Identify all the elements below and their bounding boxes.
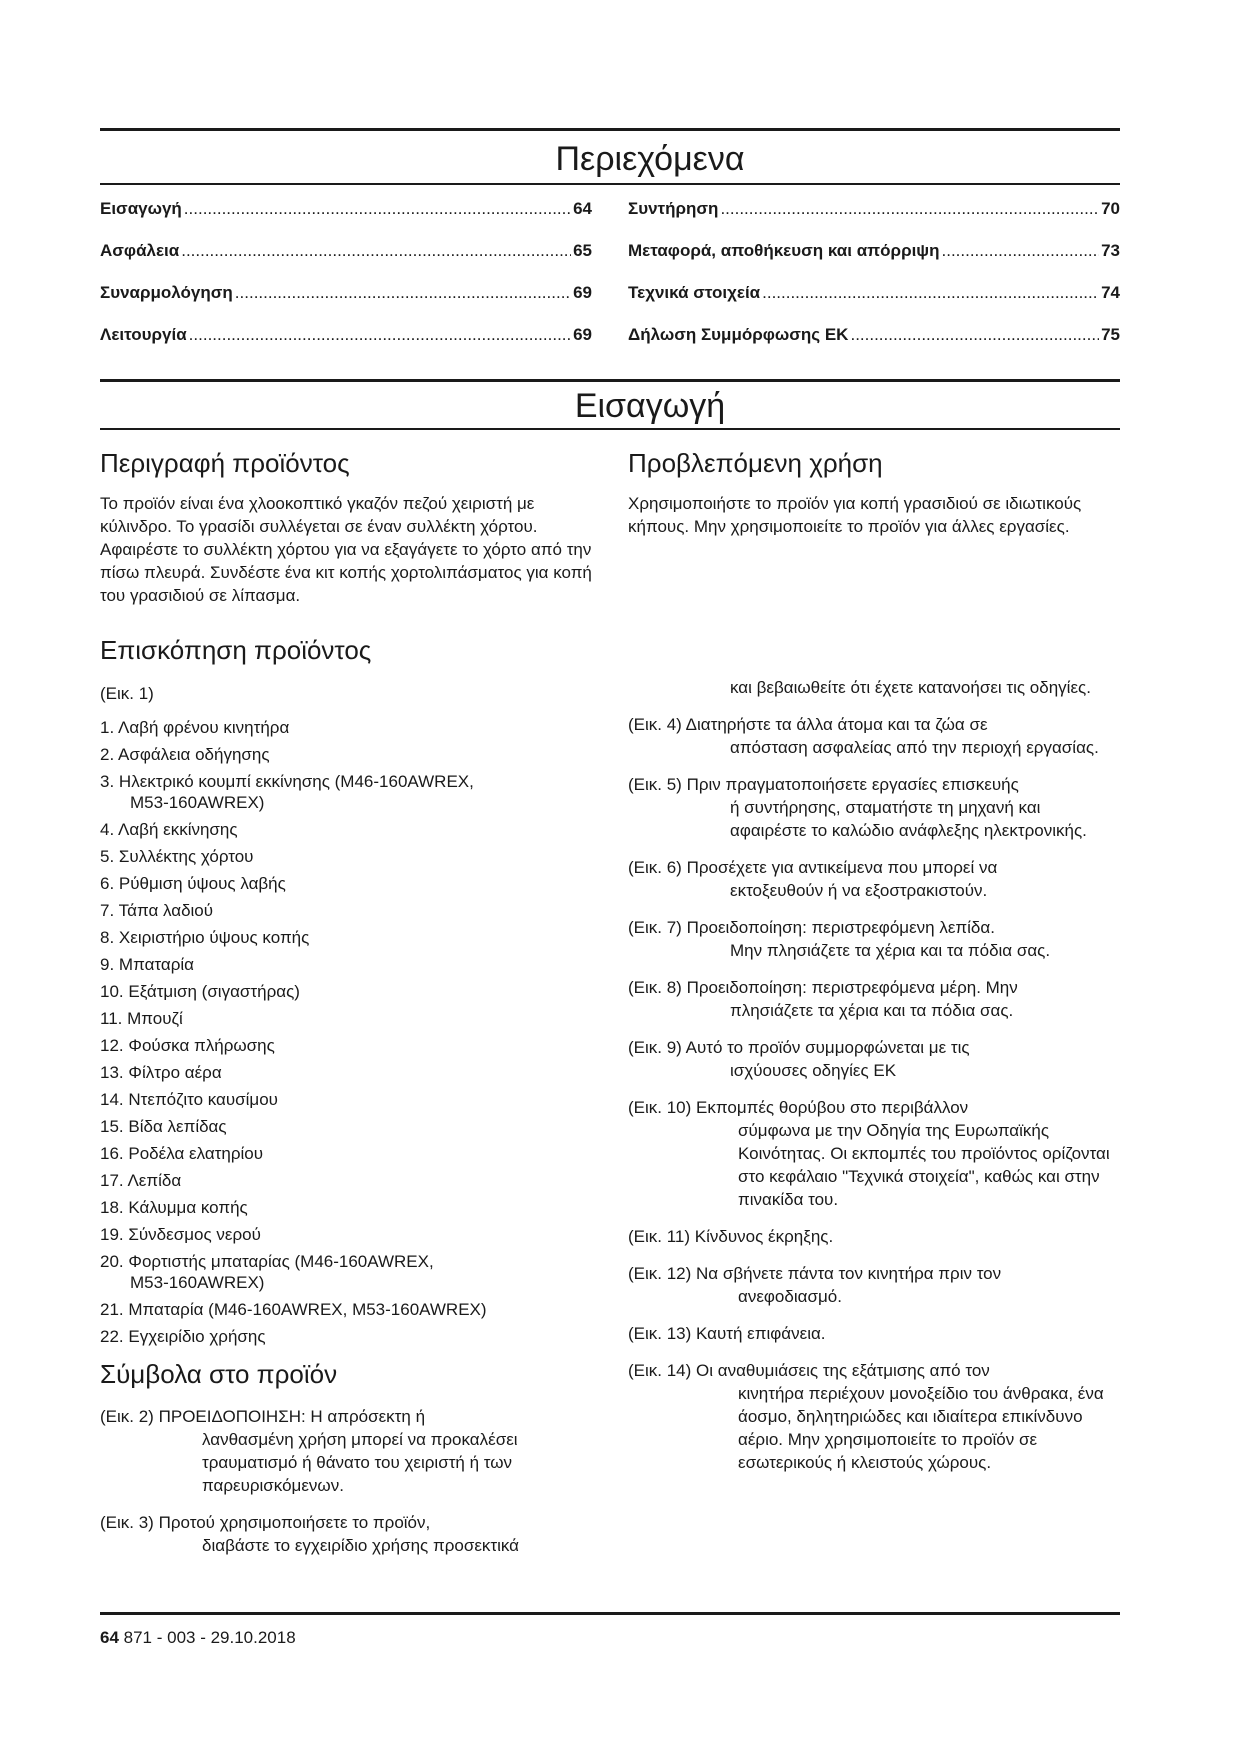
left-column <box>100 446 592 1571</box>
toc-page: 69 <box>573 325 592 344</box>
toc-page: 64 <box>573 199 592 218</box>
toc-page: 69 <box>573 283 592 302</box>
symbol-text-continued: διαβάστε το εγχειρίδιο χρήσης προσεκτικά <box>202 1536 520 1555</box>
item-number: 11. <box>100 1009 123 1028</box>
symbol-text: Προτού χρησιμοποιήσετε το προϊόν, <box>158 1513 431 1532</box>
figure-ref: (Εικ. 14) <box>628 1361 692 1380</box>
list-item <box>100 819 592 840</box>
item-number: 1. <box>100 718 115 737</box>
toc-leader <box>720 199 1099 219</box>
page <box>100 128 1120 1571</box>
item-number: 13. <box>100 1063 124 1082</box>
toc-leader <box>235 283 571 303</box>
footer <box>100 1628 296 1648</box>
top-rule <box>100 128 1120 131</box>
symbol-entry <box>628 1359 1120 1474</box>
right-column <box>628 446 1120 1571</box>
figure-ref: (Εικ. 12) <box>628 1264 692 1283</box>
footer-rule <box>100 1612 1120 1615</box>
footer-doc-id: 871 - 003 - 29.10.2018 <box>118 1628 296 1647</box>
item-text: Μπαταρία (M46-160AWREX, M53-160AWREX) <box>128 1300 487 1319</box>
item-text: Ρύθμιση ύψους λαβής <box>118 874 286 893</box>
item-number: 21. <box>100 1300 124 1319</box>
item-text: Φούσκα πλήρωσης <box>128 1036 275 1055</box>
symbol-3-continued: και βεβαιωθείτε ότι έχετε κατανοήσει τις οδηγίες. <box>730 678 1091 697</box>
item-number: 9. <box>100 955 115 974</box>
intended-use-text: Χρησιμοποιήστε το προϊόν για κοπή γρασιδιού σε ιδιωτικούς κήπους. Μην χρησιμοποιείτε το προϊόν για άλλες εργασίες. <box>628 494 1082 536</box>
intro-top-rule <box>100 379 1120 382</box>
figure-ref: (Εικ. 5) <box>628 775 682 794</box>
table-of-contents <box>100 185 1120 379</box>
figure-ref: (Εικ. 7) <box>628 918 682 937</box>
list-item <box>100 1251 592 1293</box>
list-item <box>100 1143 592 1164</box>
item-number: 12. <box>100 1036 124 1055</box>
toc-label: Ασφάλεια <box>100 241 180 260</box>
toc-page: 70 <box>1101 199 1120 218</box>
list-item <box>100 927 592 948</box>
symbol-entry <box>100 1405 592 1497</box>
item-number: 19. <box>100 1225 124 1244</box>
heading-intended-use: Προβλεπόμενη χρήση <box>628 448 883 478</box>
item-text: Σύνδεσμος νερού <box>128 1225 261 1244</box>
item-text: Βίδα λεπίδας <box>128 1117 227 1136</box>
list-item <box>100 1326 592 1347</box>
figure-ref: (Εικ. 8) <box>628 978 682 997</box>
item-number: 20. <box>100 1252 124 1271</box>
item-text: Λαβή φρένου κινητήρα <box>117 718 290 737</box>
item-text: Μπουζί <box>127 1009 183 1028</box>
symbol-entry <box>628 773 1120 842</box>
overview-list <box>100 717 592 1347</box>
item-number: 6. <box>100 874 115 893</box>
symbol-text-continued: απόσταση ασφαλείας από την περιοχή εργασίας. <box>730 738 1099 757</box>
symbol-text: Να σβήνετε πάντα τον κινητήρα πριν τον <box>696 1264 1002 1283</box>
toc-entry-safety[interactable] <box>100 241 592 283</box>
list-item <box>100 846 592 867</box>
symbol-text: Προσέχετε για αντικείμενα που μπορεί να <box>686 858 998 877</box>
item-number: 4. <box>100 820 115 839</box>
overview-figure-ref: (Εικ. 1) <box>100 684 154 703</box>
list-item <box>100 981 592 1002</box>
section-title-introduction: Εισαγωγή <box>574 387 726 425</box>
item-text: Ηλεκτρικό κουμπί εκκίνησης (M46-160AWREX, <box>118 772 474 791</box>
item-text: Ασφάλεια οδήγησης <box>117 745 270 764</box>
symbol-text: Πριν πραγματοποιήσετε εργασίες επισκευής <box>686 775 1019 794</box>
item-number: 15. <box>100 1117 124 1136</box>
list-item <box>100 1062 592 1083</box>
symbol-text-continued: κινητήρα περιέχουν μονοξείδιο του άνθρακα, ένα άοσμο, δηλητηριώδες και ιδιαίτερα επικίνδυνο αέριο. Μην χρησιμοποιείτε το προϊόν σε εσωτερικούς ή κλειστούς χώρους. <box>738 1384 1104 1472</box>
list-item <box>100 1116 592 1137</box>
toc-entry-technical-data[interactable] <box>628 283 1120 325</box>
heading-symbols: Σύμβολα στο προϊόν <box>100 1359 338 1389</box>
figure-ref: (Εικ. 2) <box>100 1407 154 1426</box>
list-item <box>100 873 592 894</box>
symbol-entry <box>628 1096 1120 1211</box>
symbol-entry <box>628 976 1120 1022</box>
symbol-text-continued: εκτοξευθούν ή να εξοστρακιστούν. <box>730 881 988 900</box>
item-text: Ντεπόζιτο καυσίμου <box>128 1090 278 1109</box>
toc-entry-introduction[interactable] <box>100 199 592 241</box>
toc-right-column <box>628 199 1120 367</box>
item-number: 22. <box>100 1327 124 1346</box>
item-text: Φίλτρο αέρα <box>128 1063 222 1082</box>
symbol-text-continued: ισχύουσες οδηγίες ΕΚ <box>730 1061 897 1080</box>
item-text-continued: M53-160AWREX) <box>130 1273 265 1292</box>
item-text: Λαβή εκκίνησης <box>117 820 238 839</box>
item-text: Χειριστήριο ύψους κοπής <box>118 928 310 947</box>
symbol-text-continued: πλησιάζετε τα χέρια και τα πόδια σας. <box>730 1001 1014 1020</box>
symbol-text: Εκπομπές θορύβου στο περιβάλλον <box>696 1098 969 1117</box>
toc-label: Τεχνικά στοιχεία <box>628 283 761 302</box>
item-text: Φορτιστής μπαταρίας (M46-160AWREX, <box>128 1252 434 1271</box>
toc-entry-maintenance[interactable] <box>628 199 1120 241</box>
toc-page: 73 <box>1101 241 1120 260</box>
list-item <box>100 771 592 813</box>
toc-leader <box>181 241 571 261</box>
symbol-text: Αυτό το προϊόν συμμορφώνεται με τις <box>685 1038 970 1057</box>
toc-label: Συντήρηση <box>628 199 719 218</box>
symbol-entry <box>628 1322 1120 1345</box>
item-text: Εγχειρίδιο χρήσης <box>128 1327 266 1346</box>
item-text: Ροδέλα ελατηρίου <box>128 1144 264 1163</box>
toc-leader <box>762 283 1099 303</box>
figure-ref: (Εικ. 3) <box>100 1513 154 1532</box>
list-item <box>100 954 592 975</box>
toc-label: Μεταφορά, αποθήκευση και απόρριψη <box>628 241 940 260</box>
item-number: 10. <box>100 982 124 1001</box>
symbol-text: ΠΡΟΕΙΔΟΠΟΙΗΣΗ: Η απρόσεκτη ή <box>158 1407 426 1426</box>
figure-ref: (Εικ. 13) <box>628 1324 692 1343</box>
product-description-text: Το προϊόν είναι ένα χλοοκοπτικό γκαζόν πεζού χειριστή με κύλινδρο. Το γρασίδι συλλέγεται σε έναν συλλέκτη χόρτου. Αφαιρέστε το συλλέκτη χόρτου για να εξαγάγετε το χόρτο από την πίσω πλευρά. Συνδέστε ένα κιτ κοπής χορτολιπάσματος για κοπή του γρασιδιού σε λίπασμα. <box>100 494 592 605</box>
item-text: Λεπίδα <box>127 1171 182 1190</box>
heading-product-overview: Επισκόπηση προϊόντος <box>100 635 372 665</box>
item-text: Συλλέκτης χόρτου <box>118 847 254 866</box>
symbol-text-continued: σύμφωνα με την Οδηγία της Ευρωπαϊκής Κοινότητας. Οι εκπομπές του προϊόντος ορίζονται στο κεφάλαιο "Τεχνικά στοιχεία", καθώς και στην πινακίδα του. <box>738 1121 1110 1209</box>
toc-entry-transport[interactable] <box>628 241 1120 283</box>
toc-label: Δήλωση Συμμόρφωσης ΕΚ <box>628 325 849 344</box>
toc-entry-assembly[interactable] <box>100 283 592 325</box>
item-number: 5. <box>100 847 115 866</box>
item-number: 14. <box>100 1090 124 1109</box>
symbol-entry <box>628 916 1120 962</box>
list-item <box>100 744 592 765</box>
toc-page: 65 <box>573 241 592 260</box>
symbol-entry <box>628 1262 1120 1308</box>
toc-page: 75 <box>1101 325 1120 344</box>
symbol-text: Διατηρήστε τα άλλα άτομα και τα ζώα σε <box>685 715 988 734</box>
item-text: Εξάτμιση (σιγαστήρας) <box>128 982 300 1001</box>
list-item <box>100 1197 592 1218</box>
contents-title: Περιεχόμενα <box>555 140 745 178</box>
list-item <box>100 900 592 921</box>
item-number: 2. <box>100 745 115 764</box>
item-number: 7. <box>100 901 115 920</box>
symbol-entry <box>628 1036 1120 1082</box>
item-text: Μπαταρία <box>118 955 194 974</box>
toc-leader <box>942 241 1100 261</box>
toc-label: Συναρμολόγηση <box>100 283 233 302</box>
symbol-entry <box>628 713 1120 759</box>
figure-ref: (Εικ. 6) <box>628 858 682 877</box>
toc-entry-declaration[interactable] <box>628 325 1120 367</box>
item-number: 8. <box>100 928 115 947</box>
symbol-text: Καυτή επιφάνεια. <box>696 1324 826 1343</box>
symbol-text: Προειδοποίηση: περιστρεφόμενη λεπίδα. <box>686 918 995 937</box>
toc-leader <box>184 199 571 219</box>
symbol-text-continued: ανεφοδιασμό. <box>738 1287 842 1306</box>
item-number: 17. <box>100 1171 124 1190</box>
symbol-text-continued: Μην πλησιάζετε τα χέρια και τα πόδια σας. <box>730 941 1051 960</box>
footer-page-number: 64 <box>100 1628 119 1647</box>
item-number: 18. <box>100 1198 124 1217</box>
toc-entry-operation[interactable] <box>100 325 592 367</box>
list-item <box>100 1224 592 1245</box>
list-item <box>100 717 592 738</box>
symbol-text-continued: ή συντήρησης, σταματήστε τη μηχανή και αφαιρέστε το καλώδιο ανάφλεξης ηλεκτρονικής. <box>730 798 1087 840</box>
figure-ref: (Εικ. 11) <box>628 1227 691 1246</box>
item-number: 16. <box>100 1144 124 1163</box>
symbols-right-list <box>628 713 1120 1474</box>
toc-label: Εισαγωγή <box>100 199 182 218</box>
figure-ref: (Εικ. 9) <box>628 1038 682 1057</box>
heading-product-description: Περιγραφή προϊόντος <box>100 448 350 478</box>
list-item <box>100 1035 592 1056</box>
intro-bottom-rule <box>100 428 1120 430</box>
toc-leader <box>189 325 571 345</box>
symbol-text: Κίνδυνος έκρηξης. <box>694 1227 834 1246</box>
symbol-text-continued: λανθασμένη χρήση μπορεί να προκαλέσει τραυματισμό ή θάνατο του χειριστή ή των παρευρισκόμενων. <box>202 1430 518 1495</box>
list-item <box>100 1299 592 1320</box>
list-item <box>100 1170 592 1191</box>
item-number: 3. <box>100 772 115 791</box>
list-item <box>100 1089 592 1110</box>
figure-ref: (Εικ. 10) <box>628 1098 692 1117</box>
list-item <box>100 1008 592 1029</box>
toc-left-column <box>100 199 592 367</box>
toc-label: Λειτουργία <box>100 325 187 344</box>
toc-leader <box>850 325 1099 345</box>
item-text: Τάπα λαδιού <box>118 901 214 920</box>
symbol-text: Οι αναθυμιάσεις της εξάτμισης από τον <box>696 1361 990 1380</box>
item-text: Κάλυμμα κοπής <box>128 1198 248 1217</box>
symbol-entry <box>628 856 1120 902</box>
item-text-continued: M53-160AWREX) <box>130 793 265 812</box>
symbol-text: Προειδοποίηση: περιστρεφόμενα μέρη. Μην <box>686 978 1018 997</box>
symbol-entry <box>100 1511 592 1557</box>
toc-page: 74 <box>1101 283 1120 302</box>
symbol-entry <box>628 1225 1120 1248</box>
symbols-left-list <box>100 1405 592 1557</box>
intro-columns <box>100 446 1120 1571</box>
figure-ref: (Εικ. 4) <box>628 715 682 734</box>
